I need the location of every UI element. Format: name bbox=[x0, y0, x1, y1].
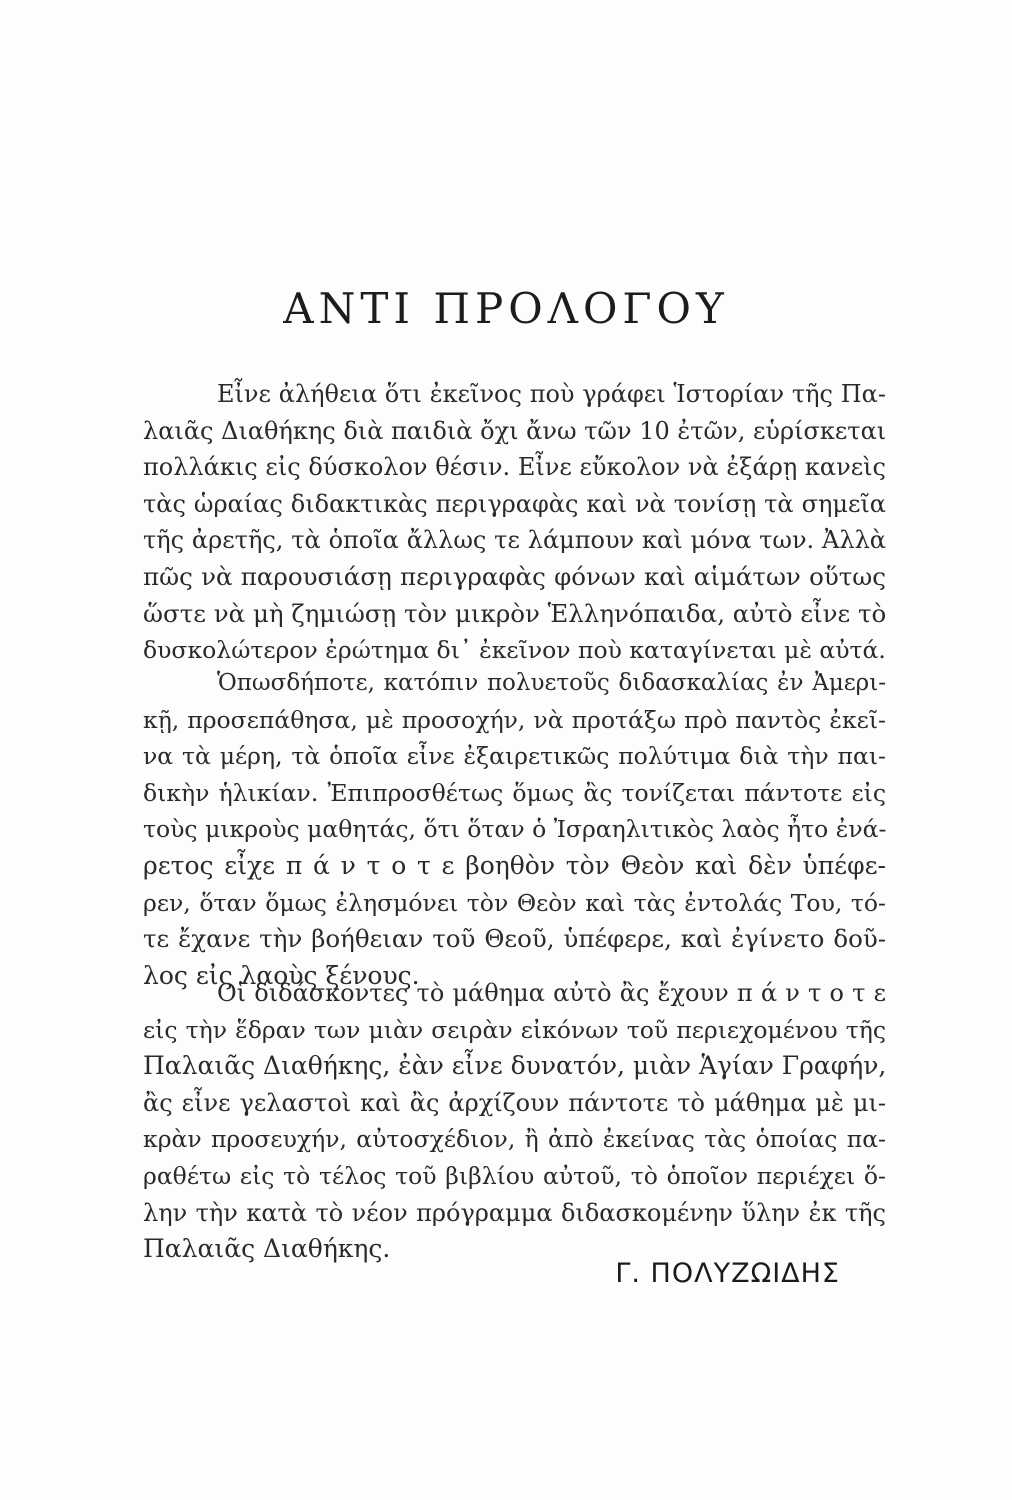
paragraph-line: Παλαιᾶς Διαθήκης, ἐὰν εἶνε δυνατόν, μιὰν Ἁγίαν Γραφήν, bbox=[143, 1051, 887, 1081]
paragraph-line: τοὺς μικροὺς μαθητάς, ὅτι ὅταν ὁ Ἰσραηλιτικὸς λαὸς ἦτο ἐνά- bbox=[143, 815, 887, 844]
paragraph-line: Παλαιᾶς Διαθήκης. bbox=[143, 1234, 391, 1264]
paragraph-line: εἰς τὴν ἕδραν των μιὰν σειρὰν εἰκόνων τοῦ περιεχομένου τῆς bbox=[143, 1015, 886, 1044]
paragraph-line: Οἱ διδάσκοντες τὸ μάθημα αὐτὸ ἂς ἔχουν π ά ν τ ο τ ε bbox=[217, 979, 886, 1007]
paragraph-line: Ὁπωσδήποτε, κατόπιν πολυετοῦς διδασκαλίας ἐν Ἀμερι- bbox=[217, 670, 886, 696]
paragraph-line: ρεν, ὅταν ὅμως ἐλησμόνει τὸν Θεὸν καὶ τὰς ἐντολάς Του, τό- bbox=[143, 888, 886, 917]
paragraph-2 bbox=[143, 665, 886, 994]
paragraph-1 bbox=[143, 376, 886, 669]
paragraph-line: λαιᾶς Διαθήκης διὰ παιδιὰ ὄχι ἄνω τῶν 10 ἐτῶν, εὑρίσκεται bbox=[143, 416, 887, 445]
page-title: ΑΝΤΙ ΠΡΟΛΟΓΟΥ bbox=[283, 284, 729, 333]
paragraph-line: ραθέτω εἰς τὸ τέλος τοῦ βιβλίου αὐτοῦ, τὸ ὁποῖον περιέχει ὅ- bbox=[143, 1161, 886, 1190]
paragraph-line: δυσκολώτερον ἐρώτημα δι᾽ ἐκεῖνον ποὺ καταγίνεται μὲ αὐτά. bbox=[143, 636, 886, 665]
paragraph-line: κῇ, προσεπάθησα, μὲ προσοχήν, νὰ προτάξω πρὸ παντὸς ἐκεῖ- bbox=[143, 705, 886, 734]
paragraph-line: τε ἔχανε τὴν βοήθειαν τοῦ Θεοῦ, ὑπέφερε, καὶ ἐγίνετο δοῦ- bbox=[143, 924, 886, 954]
paragraph-line: ἂς εἶνε γελαστοὶ καὶ ἂς ἀρχίζουν πάντοτε τὸ μάθημα μὲ μι- bbox=[143, 1088, 886, 1117]
paragraph-line: Εἶνε ἀλήθεια ὅτι ἐκεῖνος ποὺ γράφει Ἱστορίαν τῆς Πα- bbox=[217, 380, 886, 408]
author-signature: Γ. ΠΟΛΥΖΩΙΔΗΣ bbox=[615, 1258, 840, 1289]
paragraph-line: ὥστε νὰ μὴ ζημιώσῃ τὸν μικρὸν Ἑλληνόπαιδα, αὐτὸ εἶνε τὸ bbox=[143, 598, 887, 628]
paragraph-line: λος εἰς λαοὺς ξένους. bbox=[143, 960, 420, 990]
paragraph-line: τῆς ἀρετῆς, τὰ ὁποῖα ἄλλως τε λάμπουν καὶ μόνα των. Ἀλλὰ bbox=[143, 526, 886, 555]
paragraph-3 bbox=[143, 975, 886, 1268]
paragraph-line: δικὴν ἡλικίαν. Ἐπιπροσθέτως ὅμως ἂς τονίζεται πάντοτε εἰς bbox=[143, 778, 886, 807]
paragraph-line: πολλάκις εἰς δύσκολον θέσιν. Εἶνε εὔκολον νὰ ἐξάρῃ κανεὶς bbox=[143, 453, 886, 482]
paragraph-line: ρετος εἶχε π ά ν τ ο τ ε βοηθὸν τὸν Θεὸν καὶ δὲν ὑπέφε- bbox=[143, 850, 886, 880]
paragraph-line: λην τὴν κατὰ τὸ νέον πρόγραμμα διδασκομένην ὕλην ἐκ τῆς bbox=[143, 1198, 886, 1227]
paragraph-line: να τὰ μέρη, τὰ ὁποῖα εἶνε ἐξαιρετικῶς πολύτιμα διὰ τὴν παι- bbox=[143, 742, 886, 771]
paragraph-line: κρὰν προσευχήν, αὐτοσχέδιον, ἢ ἀπὸ ἐκείνας τὰς ὁποίας πα- bbox=[143, 1125, 886, 1154]
paragraph-line: πῶς νὰ παρουσιάσῃ περιγραφὰς φόνων καὶ αἱμάτων οὕτως bbox=[143, 561, 886, 591]
paragraph-line: τὰς ὡραίας διδακτικὰς περιγραφὰς καὶ νὰ τονίσῃ τὰ σημεῖα bbox=[143, 489, 886, 518]
